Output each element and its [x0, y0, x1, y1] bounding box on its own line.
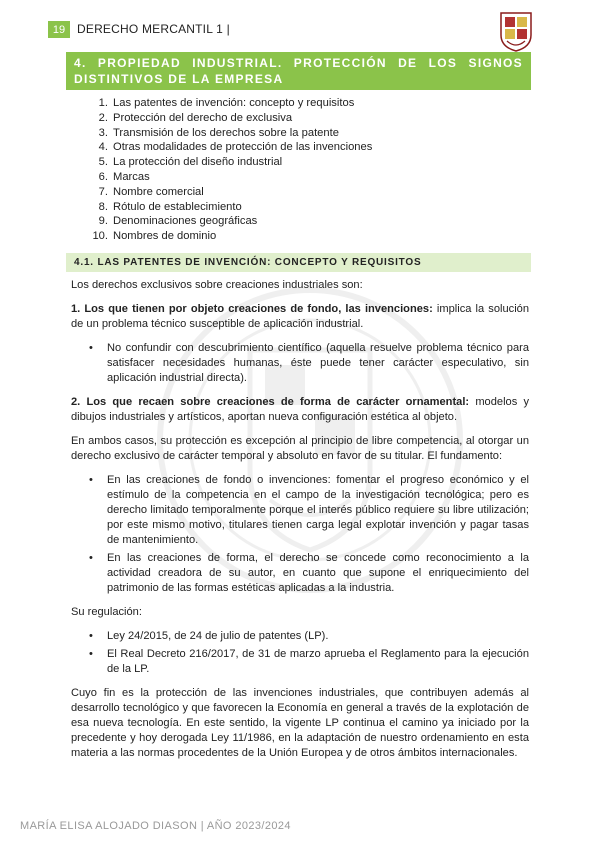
toc-item: 7. Nombre comercial [98, 185, 204, 198]
list-item: • No confundir con descubrimiento científico (aquella resuelve problema técnico para satisfacer necesidades humanas, éste puede tener carácter especulativo, sin aplicación industrial directa). [107, 341, 529, 386]
section-title-word: LOS [428, 56, 458, 70]
document-title: DERECHO MERCANTIL 1 | [77, 22, 230, 36]
paragraph: 2. Los que recaen sobre creaciones de forma de carácter ornamental: modelos y dibujos industriales y artísticos, aportan nueva configuración estética al objeto. [71, 396, 530, 423]
section-title [66, 52, 531, 90]
toc-item: 2. Protección del derecho de exclusiva [98, 111, 293, 124]
page-header [0, 0, 600, 60]
bullet-list [71, 473, 529, 596]
bullet-list [71, 629, 529, 677]
toc-item: 9. Denominaciones geográficas [98, 215, 258, 228]
toc-item: 8. Rótulo de establecimiento [98, 200, 242, 213]
list-item: • El Real Decreto 216/2017, de 31 de marzo aprueba el Reglamento para la ejecución de la LP. [107, 647, 529, 677]
list-item: • Ley 24/2015, de 24 de julio de patentes (LP). [107, 629, 529, 644]
list-item: • En las creaciones de fondo o invenciones: fomentar el progreso económico y el estímulo de la competencia en el campo de la investigación tecnológica; pero es derecho limitado temporalmente porque el interés público requiere su libre utilización; por este mismo motivo, titulares tienen carga legal explotar invención y pagar tasas de mantenimiento. [107, 473, 529, 548]
toc-item: 10. Nombres de dominio [92, 230, 217, 243]
toc-item: 1. Las patentes de invención: concepto y requisitos [98, 97, 355, 109]
section-title-word: 4. [74, 56, 87, 70]
bullet-list [71, 341, 529, 386]
toc-item: 3. Transmisión de los derechos sobre la patente [98, 126, 339, 139]
section-title-word: DE [398, 56, 418, 70]
page-footer: MARÍA ELISA ALOJADO DIASON | AÑO 2023/2024 [20, 820, 291, 832]
toc-item: 5. La protección del diseño industrial [98, 156, 283, 169]
paragraph: Cuyo fin es la protección de las invenciones industriales, que contribuyen además al desarrollo tecnológico y que favorecen la Economía en general a través de la explotación de esa nueva tecnología. En este sentido, la vigente LP continua el camino ya iniciado por la precedente y hoy derogada Ley 11/1986, en la adaptación de nuestro ordenamiento en esta materia a las normas procedentes de la Unión Europea y de otros ámbitos internacionales. [71, 687, 529, 759]
section-title-word: SIGNOS [468, 56, 523, 70]
section-title-line2: DISTINTIVOS DE LA EMPRESA [74, 72, 284, 86]
paragraph: En ambos casos, su protección es excepción al principio de libre competencia, al otorgar un derecho exclusivo de carácter temporal y absoluto en favor de su titular. El fundamento: [71, 435, 529, 462]
list-item: • En las creaciones de forma, el derecho se concede como reconocimiento a la actividad creadora de su autor, en cuanto que supone el enriquecimiento del patrimonio de las formas estéticas aplicadas a la industria. [107, 551, 529, 596]
university-seal-icon [497, 9, 535, 53]
section-title-word: PROPIEDAD [97, 56, 181, 70]
page-number: 19 [48, 21, 70, 38]
body-text [71, 278, 529, 770]
section-title-word: PROTECCIÓN [293, 56, 387, 70]
table-of-contents [90, 96, 372, 244]
toc-item: 6. Marcas [98, 170, 150, 183]
paragraph: Su regulación: [71, 606, 142, 618]
toc-item: 4. Otras modalidades de protección de las invenciones [98, 141, 373, 154]
paragraph: 1. Los que tienen por objeto creaciones de fondo, las invenciones: implica la solución de un problema técnico susceptible de aplicación industrial. [71, 303, 530, 330]
section-title-word: INDUSTRIAL. [192, 56, 283, 70]
paragraph: Los derechos exclusivos sobre creaciones industriales son: [71, 279, 363, 291]
subsection-title: 4.1. LAS PATENTES DE INVENCIÓN: CONCEPTO Y REQUISITOS [66, 253, 531, 272]
